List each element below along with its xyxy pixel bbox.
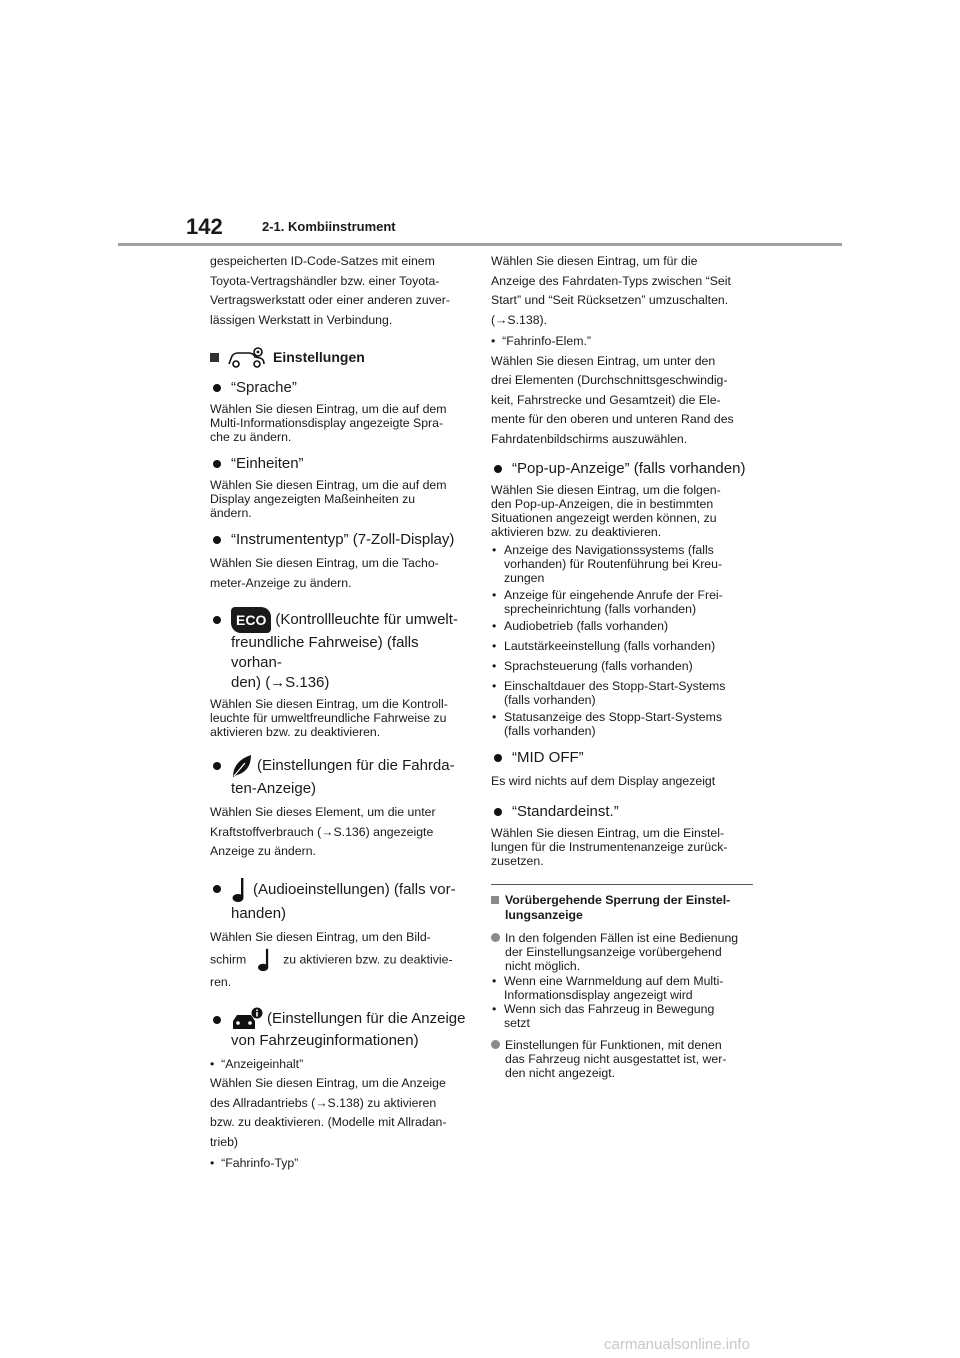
- standardeinst-text: Wählen Sie diesen Eintrag, um die Einstel- lungen für die Instrumentenanzeige zurück- zusetzen.: [491, 825, 728, 868]
- item-fahrzeug: (Einstellungen für die Anzeige von Fahrzeuginformationen): [210, 1007, 470, 1051]
- car-gear-icon: [227, 346, 267, 368]
- fahrzeug-item-fahrinfo-typ: • “Fahrinfo-Typ”: [210, 1156, 299, 1170]
- car-info-icon: [231, 1007, 263, 1031]
- note-subitem: • Wenn sich das Fahrzeug in Bewegung setzt: [492, 1001, 715, 1030]
- note-item: Einstellungen für Funktionen, mit denen das Fahrzeug nicht ausgestattet ist, wer- den nicht angezeigt.: [491, 1038, 753, 1080]
- music-note-icon: [231, 876, 249, 904]
- watermark: carmanualsonline.info: [604, 1336, 750, 1353]
- item-standardeinst: “Standardeinst.”: [491, 802, 753, 822]
- fahrzeug-item-anzeigeinhalt: • “Anzeigeinhalt”: [210, 1056, 304, 1071]
- left-column: [210, 252, 470, 1174]
- item-instrumententyp: “Instrumententyp” (7-Zoll-Display): [210, 530, 470, 550]
- music-note-icon: [256, 947, 274, 973]
- audio-text: Wählen Sie diesen Eintrag, um den Bild- schirm zu aktivieren bzw. zu deaktivie- ren.: [210, 929, 453, 989]
- intro-paragraph: gespeicherten ID-Code-Satzes mit einem Toyota-Vertragshändler bzw. einer Toyota- Vertragswerkstatt oder einer anderen zuver- lässigen Werkstatt in Verbindung.: [210, 254, 450, 327]
- section-title: 2-1. Kombiinstrument: [262, 219, 396, 234]
- popup-text: Wählen Sie diesen Eintrag, um die folgen- den Pop-up-Anzeigen, die in bestimmten Situationen angezeigt werden können, zu aktivieren bzw. zu deaktivieren.: [491, 483, 721, 539]
- item-fahrdaten: (Einstellungen für die Fahrda- ten-Anzeige): [210, 753, 470, 799]
- item-audio: (Audioeinstellungen) (falls vor- handen): [210, 876, 470, 924]
- square-bullet-icon: [491, 896, 499, 904]
- page-number: 142: [186, 214, 223, 239]
- fahrinfo-elem-text: Wählen Sie diesen Eintrag, um unter den drei Elementen (Durchschnittsgeschwindig- keit, Fahrstrecke und Gesamtzeit) die Ele- mente für den oberen und unteren Rand des Fahrdatenbildschirms auszuwählen.: [491, 353, 734, 446]
- popup-list-item: • Audiobetrieb (falls vorhanden): [492, 619, 669, 633]
- note-subitem: • Wenn eine Warnmeldung auf dem Multi- Informationsdisplay angezeigt wird: [492, 973, 724, 1002]
- einheiten-text: Wählen Sie diesen Eintrag, um die auf dem Display angezeigten Maßeinheiten zu ändern.: [210, 478, 447, 520]
- popup-list-item: • Lautstärkeeinstellung (falls vorhanden): [492, 639, 716, 653]
- note-item: In den folgenden Fällen ist eine Bedienung der Einstellungsanzeige vorübergehend nicht möglich.: [491, 931, 753, 973]
- square-bullet-icon: [210, 353, 219, 362]
- item-sprache: “Sprache”: [210, 378, 470, 398]
- item-fahrinfo-elem: • “Fahrinfo-Elem.”: [491, 334, 591, 348]
- popup-list-item: • Sprachsteuerung (falls vorhanden): [492, 659, 693, 673]
- eco-text: Wählen Sie diesen Eintrag, um die Kontroll- leuchte für umweltfreundliche Fahrweise zu aktivieren bzw. zu deaktivieren.: [210, 697, 448, 739]
- leaf-icon: [231, 753, 253, 779]
- header-rule: [118, 243, 842, 246]
- fahrzeug-text: Wählen Sie diesen Eintrag, um die Anzeige des Allradantriebs (→S.138) zu aktivieren bzw. zu deaktivieren. (Modelle mit Allradan- trieb): [210, 1076, 447, 1149]
- instrumententyp-text: Wählen Sie diesen Eintrag, um die Tacho- meter-Anzeige zu ändern.: [210, 556, 439, 590]
- note-heading: Vorübergehende Sperrung der Einstel- lungsanzeige: [491, 893, 753, 923]
- eco-badge-icon: ECO: [231, 607, 271, 633]
- item-eco: ECO (Kontrollleuchte für umwelt- freundliche Fahrweise) (falls vorhan- den) (→S.136): [210, 607, 470, 693]
- right-column: [491, 252, 753, 1086]
- item-popup: “Pop-up-Anzeige” (falls vorhanden): [491, 459, 753, 479]
- popup-list-item: • Einschaltdauer des Stopp-Start-Systems (falls vorhanden): [492, 679, 726, 707]
- popup-list-item: • Statusanzeige des Stopp-Start-Systems (falls vorhanden): [492, 710, 723, 738]
- note-divider: [491, 884, 753, 885]
- item-einheiten: “Einheiten”: [210, 454, 470, 474]
- popup-list-item: • Anzeige für eingehende Anrufe der Frei- sprecheinrichtung (falls vorhanden): [492, 588, 723, 616]
- item-mid-off: “MID OFF”: [491, 748, 753, 768]
- fahrinfo-typ-text: Wählen Sie diesen Eintrag, um für die Anzeige des Fahrdaten-Typs zwischen “Seit Start” und “Seit Rücksetzen” umzuschalten. (→S.138).: [491, 254, 731, 327]
- sprache-text: Wählen Sie diesen Eintrag, um die auf dem Multi-Informationsdisplay angezeigte Spra- che zu ändern.: [210, 402, 447, 444]
- fahrdaten-text: Wählen Sie dieses Element, um die unter Kraftstoffverbrauch (→S.136) angezeigte Anzeige zu ändern.: [210, 805, 436, 858]
- mid-off-text: Es wird nichts auf dem Display angezeigt: [491, 774, 716, 788]
- popup-list-item: • Anzeige des Navigationssystems (falls vorhanden) für Routenführung bei Kreu- zungen: [492, 543, 723, 585]
- settings-heading: Einstellungen: [210, 346, 470, 368]
